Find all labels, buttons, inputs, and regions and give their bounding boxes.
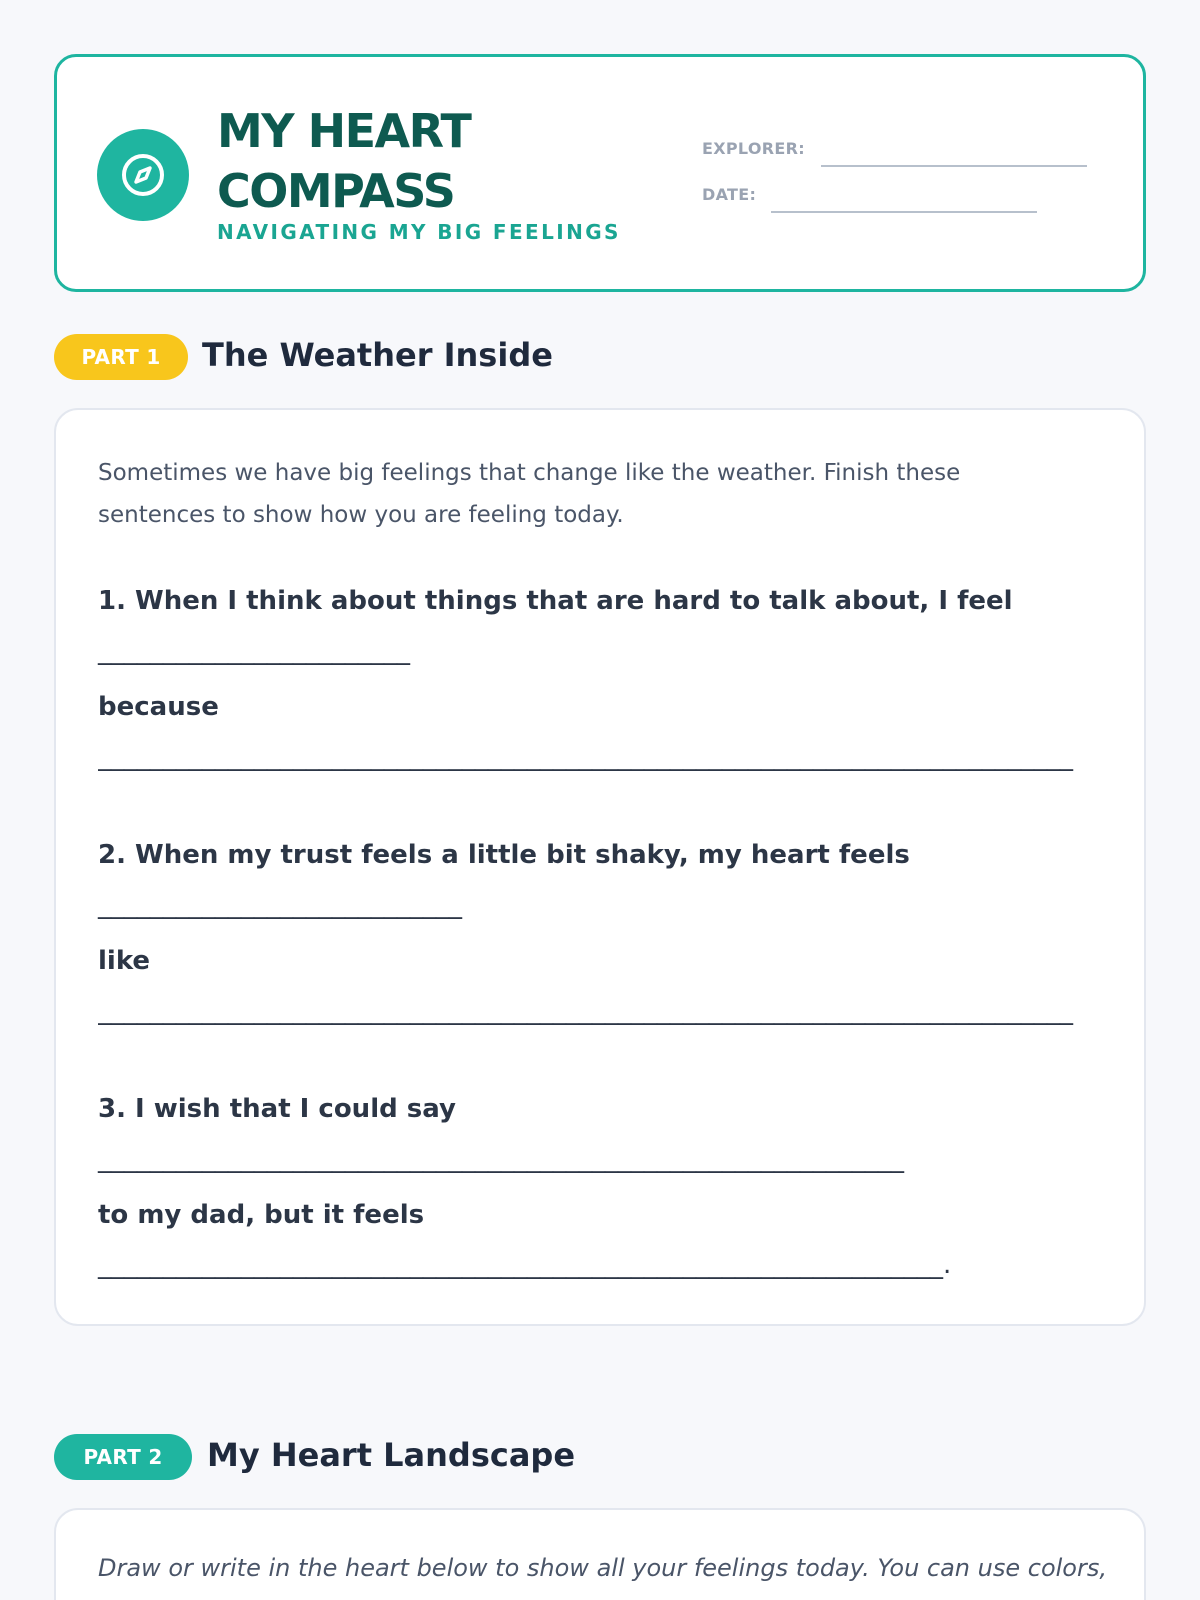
page-title [217,101,517,221]
question-2: 2. When my trust feels a little bit shaky, my heart feels [98,840,910,870]
part2-title: My Heart Landscape [207,1436,576,1474]
q2-answer-blank-2[interactable]: ___________________________________________________________________________ [98,996,1073,1026]
q3-answer-blank-2[interactable]: _________________________________________________________________. [98,1250,952,1280]
date-field[interactable] [771,211,1037,213]
part2-badge: PART 2 [54,1434,192,1480]
part1-title: The Weather Inside [202,336,553,374]
question-1: 1. When I think about things that are hard to talk about, I feel [98,586,1013,616]
q1-answer-blank-1[interactable]: ________________________ [98,636,410,666]
q2-answer-blank-1[interactable]: ____________________________ [98,890,462,920]
part1-intro: Sometimes we have big feelings that change like the weather. Finish these sentences to show how you are feeling today. [98,460,961,528]
page-subtitle: NAVIGATING MY BIG FEELINGS [217,220,621,244]
title-line-2: COMPASS [217,164,455,218]
title-line-1: MY HEART [217,104,471,158]
q3-answer-blank-1[interactable]: ______________________________________________________________ [98,1144,904,1174]
part1-badge: PART 1 [54,334,188,380]
date-label: DATE: [702,185,757,204]
explorer-field[interactable] [821,165,1087,167]
q2-connector: like [98,946,151,976]
question-3: 3. I wish that I could say [98,1094,456,1124]
part2-intro: Draw or write in the heart below to show all your feelings today. You can use colors, [98,1554,1107,1582]
explorer-label: EXPLORER: [702,139,805,158]
compass-icon [118,150,168,200]
q1-connector: because [98,692,219,722]
q1-answer-blank-2[interactable]: ___________________________________________________________________________ [98,742,1073,772]
logo [97,129,189,221]
part1-card [54,408,1146,1326]
header-card [54,54,1146,292]
q3-connector: to my dad, but it feels [98,1200,425,1230]
part2-card [54,1508,1146,1600]
